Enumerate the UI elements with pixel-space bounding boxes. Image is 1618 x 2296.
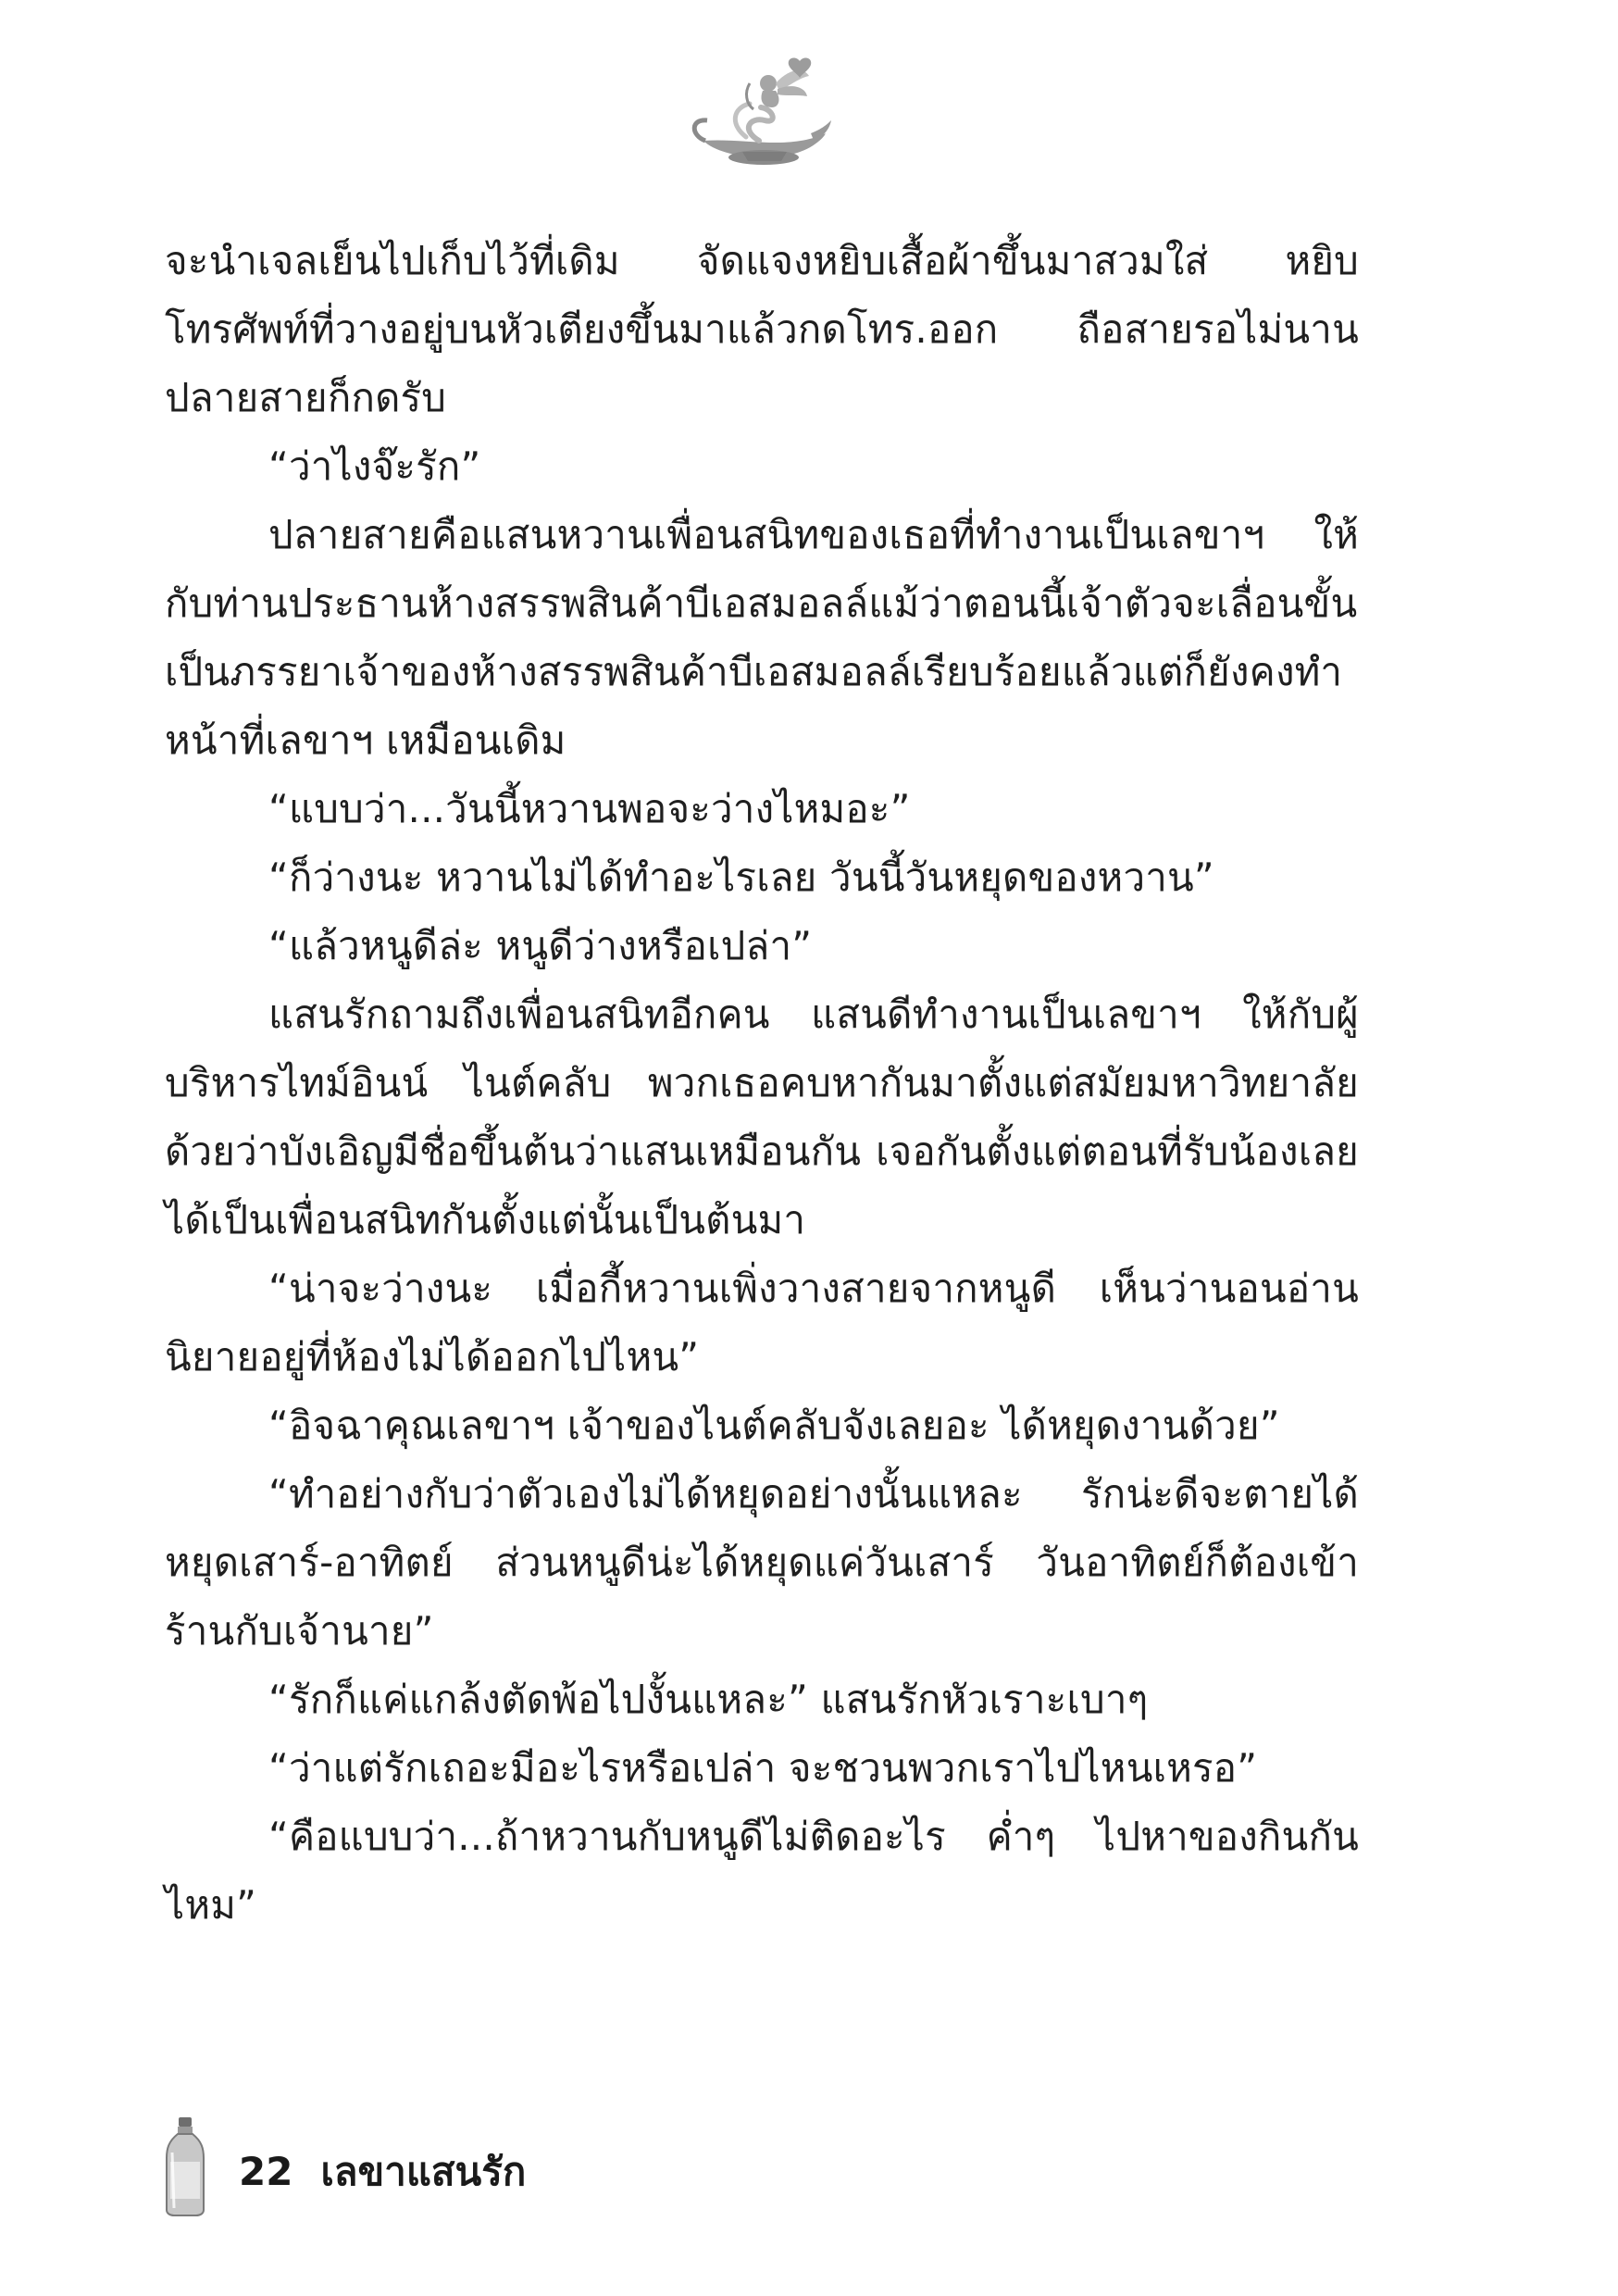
paragraph-13: “คือแบบว่า...ถ้าหวานกับหนูดีไม่ติดอะไร ค่ำๆ ไปหาของกินกันไหม” [165,1814,1359,1928]
paragraph-1: จะนำเจลเย็นไปเก็บไว้ที่เดิม จัดแจงหยิบเสื้อผ้าขึ้นมาสวมใส่ หยิบโทรศัพท์ที่วางอยู่บนหัวเตียงขึ้นมาแล้วกดโทร.ออก ถือสายรอไม่นานปลายสายก็กดรับ [165,238,1359,420]
paragraph-8: “น่าจะว่างนะ เมื่อกี้หวานเพิ่งวางสายจากหนูดี เห็นว่านอนอ่านนิยายอยู่ที่ห้องไม่ได้ออกไปไหน” [165,1266,1359,1379]
page-number: 22 [239,2149,293,2194]
page-footer [165,2115,526,2217]
paragraph-11: “รักก็แค่แกล้งตัดพ้อไปงั้นแหละ” แสนรักหัวเราะเบาๆ [268,1677,1149,1722]
paragraph-4: “แบบว่า...วันนี้หวานพอจะว่างไหมอะ” [268,786,911,831]
paragraph-7: แสนรักถามถึงเพื่อนสนิทอีกคน แสนดีทำงานเป็นเลขาฯ ให้กับผู้บริหารไทม์อินน์ ไนต์คลับ พวกเธอคบหากันมาตั้งแต่สมัยมหาวิทยาลัยด้วยว่าบังเอิญมีชื่อขึ้นต้นว่าแสนเหมือนกัน เจอกันตั้งแต่ตอนที่รับน้องเลยได้เป็นเพื่อนสนิทกันตั้งแต่นั้นเป็นต้นมา [165,992,1359,1242]
paragraph-2: “ว่าไงจ๊ะรัก” [268,443,481,489]
teapot-cupid-ornament-icon [685,56,833,176]
paragraph-5: “ก็ว่างนะ หวานไม่ได้ทำอะไรเลย วันนี้วันหยุดของหวาน” [268,855,1214,900]
paragraph-10: “ทำอย่างกับว่าตัวเองไม่ได้หยุดอย่างนั้นแหละ รักน่ะดีจะตายได้หยุดเสาร์-อาทิตย์ ส่วนหนูดีน่ะได้หยุดแค่วันเสาร์ วันอาทิตย์ก็ต้องเข้าร้านกับเจ้านาย” [165,1471,1359,1653]
paragraph-12: “ว่าแต่รักเถอะมีอะไรหรือเปล่า จะชวนพวกเราไปไหนเหรอ” [268,1745,1258,1791]
paragraph-6: “แล้วหนูดีล่ะ หนูดีว่างหรือเปล่า” [268,923,813,968]
body-text [165,227,1359,1940]
bottle-icon [165,2115,205,2217]
paragraph-9: “อิจฉาคุณเลขาฯ เจ้าของไนต์คลับจังเลยอะ ได้หยุดงานด้วย” [268,1403,1280,1448]
paragraph-3: ปลายสายคือแสนหวานเพื่อนสนิทของเธอที่ทำงานเป็นเลขาฯ ให้กับท่านประธานห้างสรรพสินค้าบีเอสมอลล์แม้ว่าตอนนี้เจ้าตัวจะเลื่อนขั้นเป็นภรรยาเจ้าของห้างสรรพสินค้าบีเอสมอลล์เรียบร้อยแล้วแต่ก็ยังคงทำหน้าที่เลขาฯ เหมือนเดิม [165,512,1359,763]
book-title: เลขาแสนรัก [320,2149,527,2194]
